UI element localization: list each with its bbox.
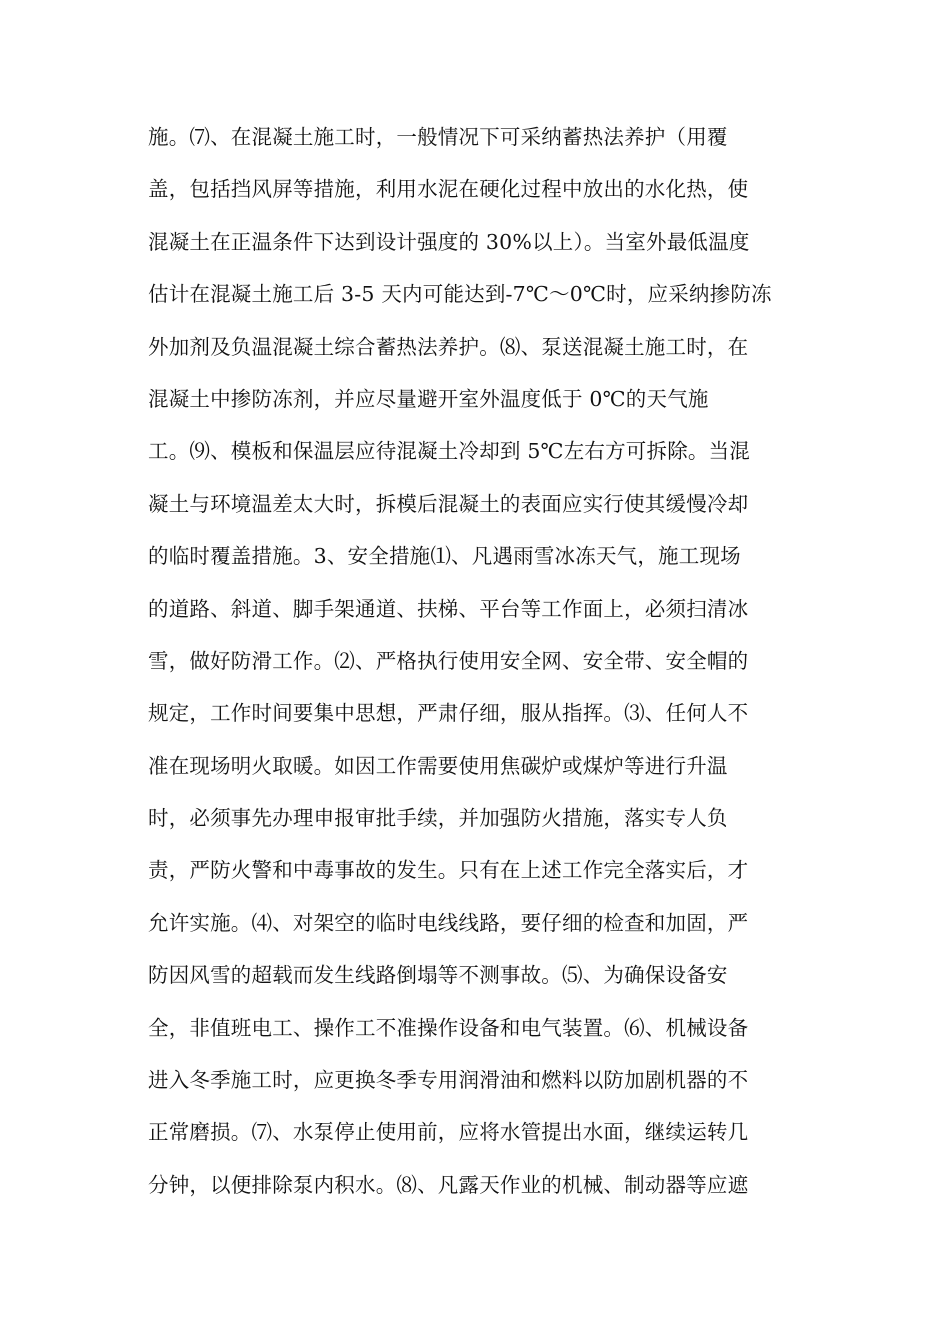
text-line: 施。⑺、在混凝土施工时，一般情况下可采纳蓄热法养护（用覆: [148, 125, 728, 149]
text-line: 时，必须事先办理申报审批手续，并加强防火措施，落实专人负: [148, 806, 728, 831]
text-line: 准在现场明火取暖。如因工作需要使用焦碳炉或煤炉等进行升温: [148, 753, 728, 778]
text-line: 工。⑼、模板和保温层应待混凝土冷却到 5℃左右方可拆除。当混: [148, 439, 750, 464]
text-line: 混凝土在正温条件下达到设计强度的 30%以上）。当室外最低温度: [148, 229, 750, 254]
text-line: 进入冬季施工时，应更换冬季专用润滑油和燃料以防加剧机器的不: [148, 1068, 749, 1093]
text-line: 混凝土中掺防冻剂，并应尽量避开室外温度低于 0℃的天气施: [148, 386, 709, 411]
text-line: 防因风雪的超载而发生线路倒塌等不测事故。⑸、为确保设备安: [148, 963, 728, 988]
text-line: 估计在混凝土施工后 3-5 天内可能达到-7℃～0℃时，应采纳掺防冻: [148, 282, 772, 307]
text-line: 责，严防火警和中毒事故的发生。只有在上述工作完全落实后，才: [148, 858, 749, 883]
text-line: 分钟，以便排除泵内积水。⑻、凡露天作业的机械、制动器等应遮: [148, 1172, 749, 1197]
text-line: 规定，工作时间要集中思想，严肃仔细，服从指挥。⑶、任何人不: [148, 701, 749, 726]
text-line: 的临时覆盖措施。3、安全措施⑴、凡遇雨雪冰冻天气，施工现场: [148, 544, 741, 569]
body-text: [148, 117, 808, 1217]
text-line: 雪，做好防滑工作。⑵、严格执行使用安全网、安全带、安全帽的: [148, 648, 749, 673]
text-line: 允许实施。⑷、对架空的临时电线线路，要仔细的检查和加固，严: [148, 910, 749, 935]
text-line: 凝土与环境温差太大时，拆模后混凝土的表面应实行使其缓慢冷却: [148, 491, 749, 516]
text-line: 外加剂及负温混凝土综合蓄热法养护。⑻、泵送混凝土施工时，在: [148, 334, 749, 359]
text-line: 的道路、斜道、脚手架通道、扶梯、平台等工作面上，必须扫清冰: [148, 596, 749, 621]
text-line: 正常磨损。⑺、水泵停止使用前，应将水管提出水面，继续运转几: [148, 1120, 749, 1145]
text-line: 盖，包括挡风屏等措施，利用水泥在硬化过程中放出的水化热，使: [148, 177, 749, 202]
text-line: 全，非值班电工、操作工不准操作设备和电气装置。⑹、机械设备: [148, 1015, 749, 1040]
